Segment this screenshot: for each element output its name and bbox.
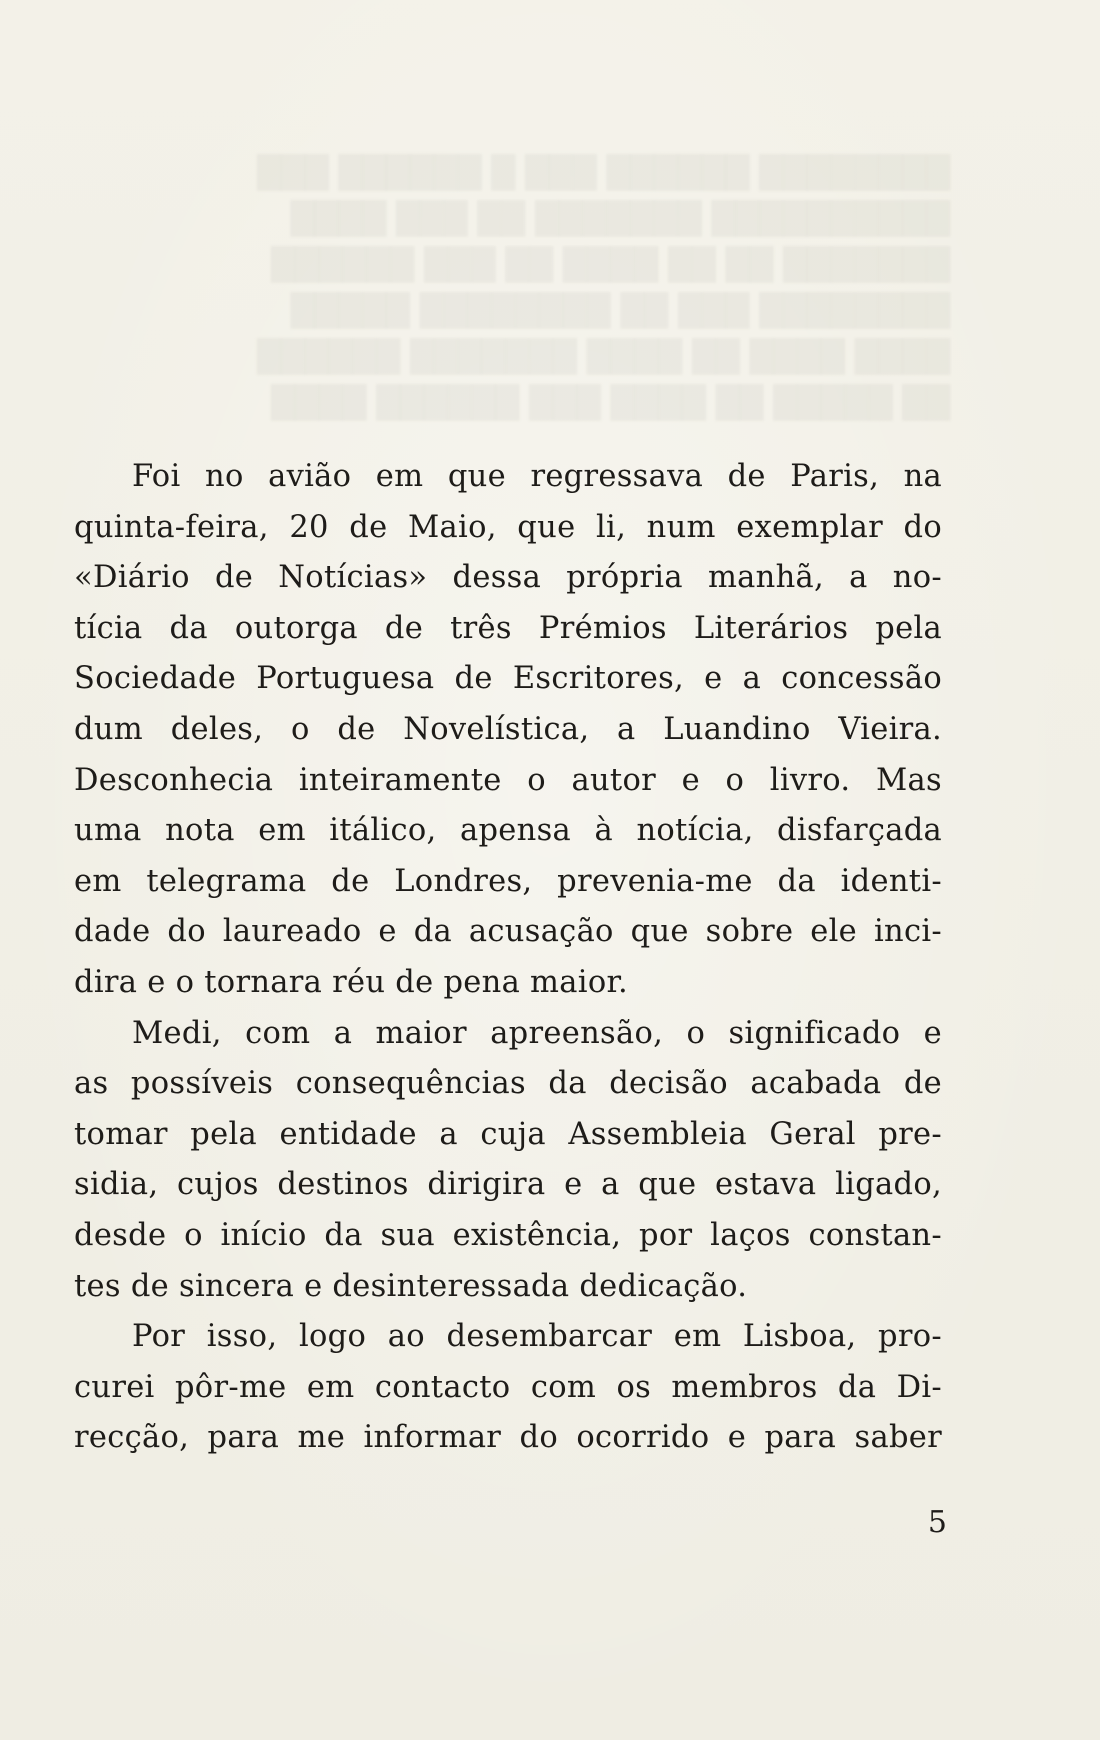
paragraph-1	[74, 452, 942, 1009]
text-line: Por isso, logo ao desembarcar em Lisboa, pro-	[132, 1319, 942, 1355]
text-line: dira e o tornara réu de pena maior.	[74, 964, 629, 1000]
reverse-side-bleed-through: ████████ ██████ ███ █ ██████ ███ ██████████ ███████ ██ ███ ████ ███████ ██ ██ ████ ██ ███ ██████ ████████ ███ ██ ████████ █████ ████ ████ ██ ████ ███████ ██████ ██ █████ ██ ████ ███ ██████ ████	[257, 155, 950, 421]
text-line: tomar pela entidade a cuja Assembleia Geral pre-	[74, 1116, 942, 1152]
text-line: curei pôr-me em contacto com os membros da Di-	[74, 1369, 942, 1405]
text-line: em telegrama de Londres, prevenia-me da identi-	[74, 863, 942, 899]
text-line: quinta-feira, 20 de Maio, que li, num exemplar do	[74, 509, 942, 545]
text-line: tícia da outorga de três Prémios Literários pela	[74, 610, 942, 646]
text-line: recção, para me informar do ocorrido e para saber	[74, 1420, 942, 1456]
text-line: as possíveis consequências da decisão acabada de	[74, 1066, 942, 1102]
text-line: Medi, com a maior apreensão, o significado e	[132, 1015, 942, 1051]
page-number: 5	[927, 1505, 947, 1540]
text-line: dade do laureado e da acusação que sobre ele inci-	[74, 914, 942, 950]
body-text	[74, 452, 942, 1464]
text-line: sidia, cujos destinos dirigira e a que estava ligado,	[74, 1167, 942, 1203]
text-line: Desconhecia inteiramente o autor e o livro. Mas	[74, 762, 942, 798]
text-line: Foi no avião em que regressava de Paris, na	[132, 459, 942, 494]
text-line: «Diário de Notícias» dessa própria manhã, a no-	[74, 560, 942, 596]
text-line: Sociedade Portuguesa de Escritores, e a concessão	[74, 661, 942, 697]
text-line: dum deles, o de Novelística, a Luandino Vieira.	[74, 711, 942, 747]
paragraph-2	[74, 1009, 942, 1313]
text-line: uma nota em itálico, apensa à notícia, disfarçada	[74, 813, 942, 849]
text-line: desde o início da sua existência, por laços constan-	[74, 1217, 942, 1253]
paragraph-3	[74, 1312, 942, 1464]
text-line: tes de sincera e desinteressada dedicação.	[74, 1268, 748, 1304]
